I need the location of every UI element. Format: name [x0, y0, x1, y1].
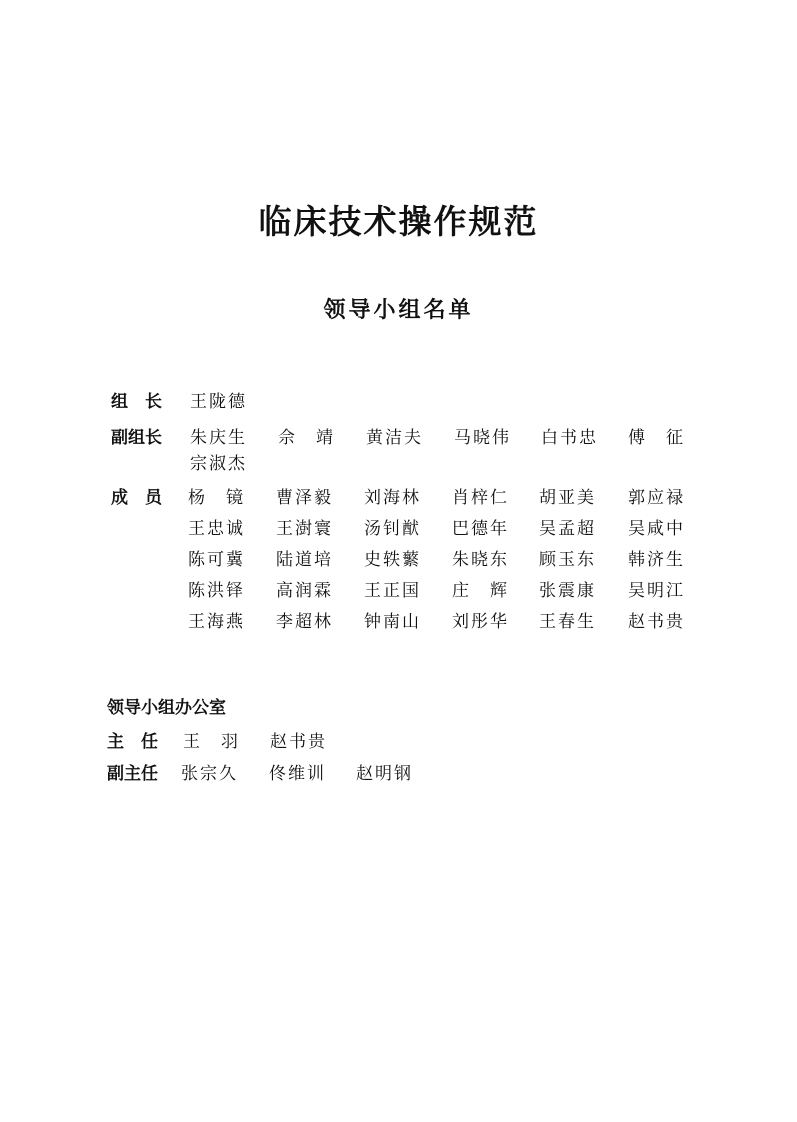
member-label: 成 员	[111, 488, 162, 508]
member-name: 顾玉东	[539, 550, 596, 570]
member-name: 汤钊猷	[364, 519, 421, 539]
member-row	[0, 546, 797, 574]
member-name: 史轶蘩	[364, 550, 421, 570]
member-name: 刘海林	[364, 488, 421, 508]
member-name: 王忠诚	[188, 519, 245, 539]
member-name: 吴咸中	[628, 519, 685, 539]
section-title: 领导小组名单	[323, 298, 474, 323]
member-name: 陆道培	[276, 550, 333, 570]
member-row	[0, 515, 797, 543]
member-name: 胡亚美	[539, 488, 596, 508]
member-name: 陈可冀	[188, 550, 245, 570]
deputy-leader-name: 傅 征	[628, 428, 685, 448]
member-name: 李超林	[276, 612, 333, 632]
deputy-leader-name: 朱庆生	[190, 428, 247, 448]
member-name: 高润霖	[276, 581, 333, 601]
member-name: 王澍寰	[276, 519, 333, 539]
deputy-director-row	[0, 760, 797, 788]
member-name: 陈洪铎	[188, 581, 245, 601]
member-name: 曹泽毅	[276, 488, 333, 508]
director-label: 主 任	[107, 732, 158, 752]
director-row	[0, 728, 797, 756]
deputy-leader-row	[0, 450, 797, 478]
member-name: 赵书贵	[628, 612, 685, 632]
member-name: 庄 辉	[452, 581, 509, 601]
member-name: 王春生	[539, 612, 596, 632]
member-name: 钟南山	[364, 612, 421, 632]
leader-name: 王陇德	[190, 392, 247, 412]
deputy-leader-name: 马晓伟	[454, 428, 511, 448]
member-name: 张震康	[539, 581, 596, 601]
member-name: 吴孟超	[539, 519, 596, 539]
leader-row	[0, 388, 797, 416]
deputy-director-label: 副主任	[107, 764, 158, 784]
member-name: 杨 镜	[188, 488, 245, 508]
member-name: 郭应禄	[628, 488, 685, 508]
deputy-leader-name: 宗淑杰	[190, 454, 247, 474]
member-name: 王正国	[364, 581, 421, 601]
deputy-leader-name: 佘 靖	[278, 428, 335, 448]
member-name: 巴德年	[452, 519, 509, 539]
deputy-leader-name: 黄洁夫	[366, 428, 423, 448]
deputy-director-name: 佟维训	[269, 764, 326, 784]
deputy-director-name: 赵明钢	[356, 764, 413, 784]
deputy-leader-name: 白书忠	[541, 428, 598, 448]
member-row	[0, 577, 797, 605]
director-name: 王 羽	[183, 732, 240, 752]
member-name: 吴明江	[628, 581, 685, 601]
member-name: 王海燕	[188, 612, 245, 632]
page-title: 临床技术操作规范	[258, 202, 539, 241]
deputy-leader-label: 副组长	[111, 428, 162, 448]
member-name: 朱晓东	[452, 550, 509, 570]
deputy-director-name: 张宗久	[181, 764, 238, 784]
director-name: 赵书贵	[270, 732, 327, 752]
member-name: 肖梓仁	[452, 488, 509, 508]
deputy-leader-row	[0, 424, 797, 452]
member-row	[0, 608, 797, 636]
member-row	[0, 484, 797, 512]
office-title: 领导小组办公室	[107, 698, 226, 718]
member-name: 刘彤华	[452, 612, 509, 632]
member-name: 韩济生	[628, 550, 685, 570]
leader-label: 组 长	[111, 392, 162, 412]
